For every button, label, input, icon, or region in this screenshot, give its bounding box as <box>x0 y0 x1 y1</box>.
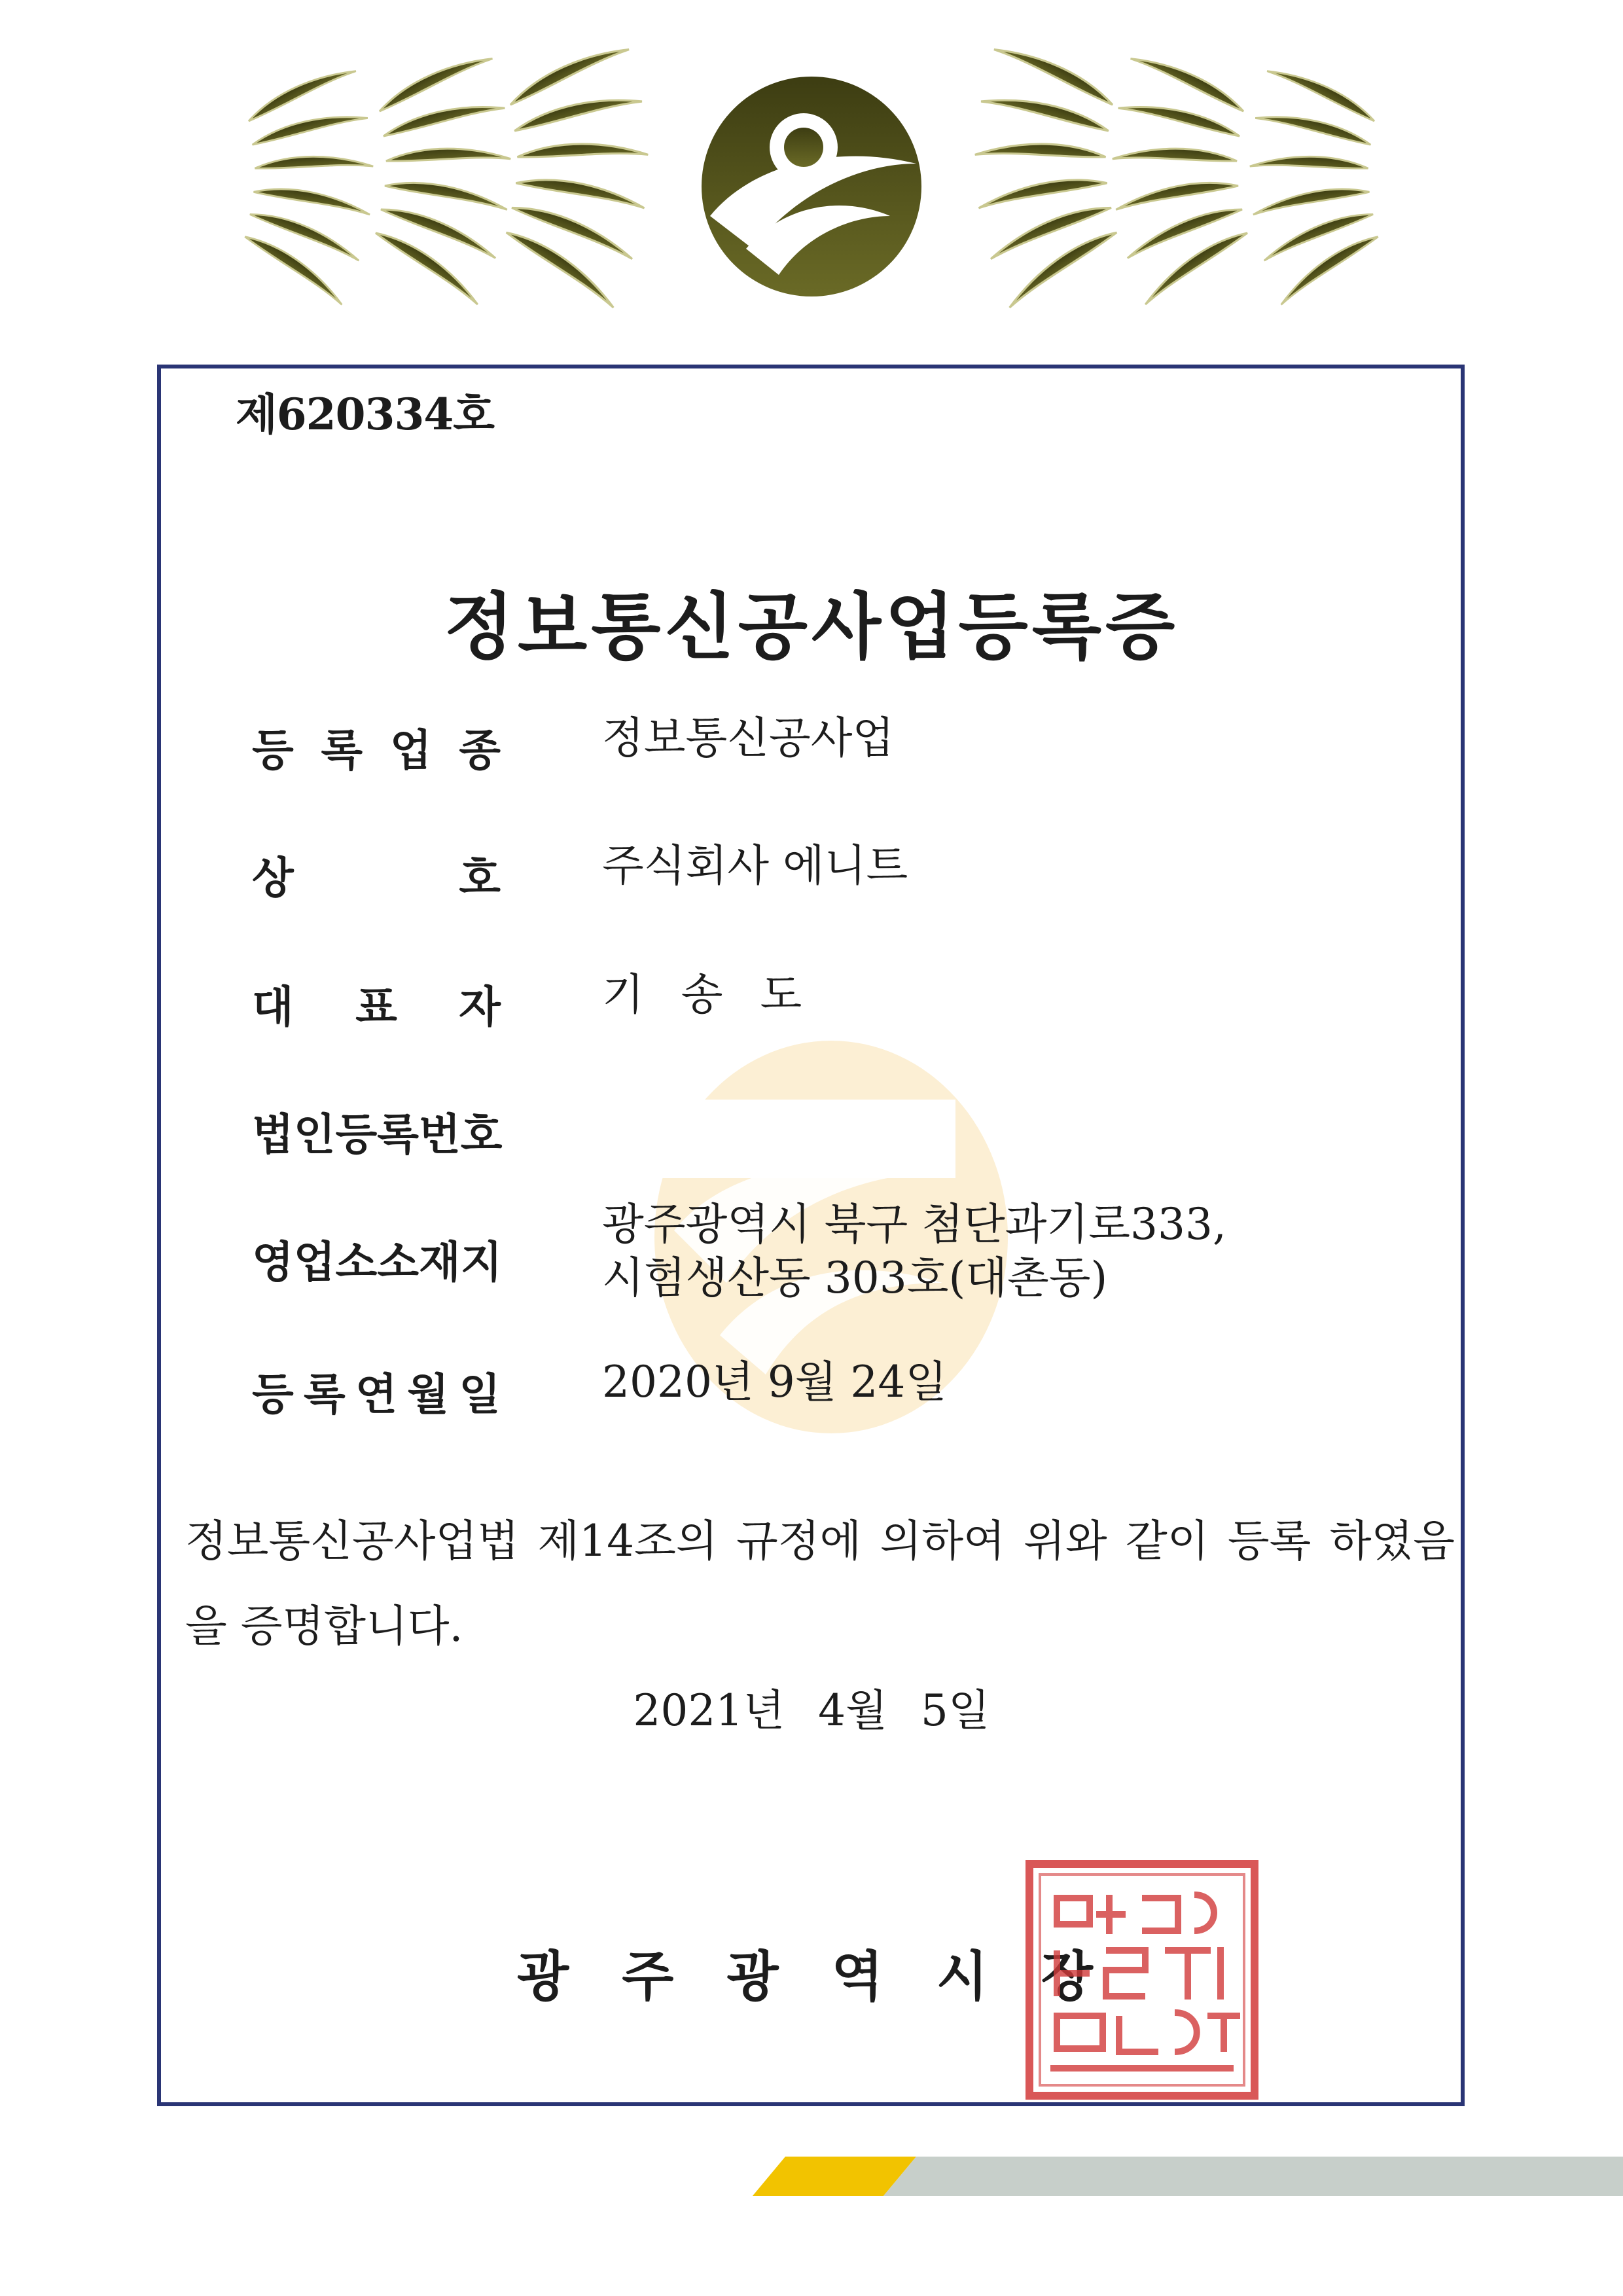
issuer-name: 광 주 광 역 시 장 <box>517 1946 1093 2008</box>
field-value-representative: 기 송 도 <box>602 969 814 1020</box>
address-line-2: 시험생산동 303호(대촌동) <box>602 1253 1108 1303</box>
field-label-business-type: 등 록 업 종 <box>252 725 501 776</box>
redacted-registration-number <box>654 1100 955 1178</box>
emblem-top <box>0 0 1623 327</box>
field-label-company-name: 상 호 <box>252 853 501 903</box>
city-logo-icon <box>702 77 921 296</box>
address-line-1: 광주광역시 북구 첨단과기로333, <box>602 1199 1226 1249</box>
leaf-spray-left-3-icon <box>503 35 648 308</box>
certification-statement: 정보통신공사업법 제14조의 규정에 의하여 위와 같이 등록 하였음을 증명합니다. <box>185 1516 1455 1651</box>
field-value-business-type: 정보통신공사업 <box>602 713 895 763</box>
certificate-title: 정보통신공사업등록증 <box>444 584 1179 669</box>
official-seal-icon <box>1024 1859 1260 2101</box>
leaf-spray-right-3-icon <box>1250 58 1382 304</box>
field-value-registration-date: 2020년 9월 24일 <box>602 1357 948 1407</box>
leaf-spray-left-1-icon <box>241 58 373 304</box>
field-value-company-name: 주식회사 에니트 <box>602 840 908 891</box>
leaf-spray-left-2-icon <box>372 45 511 304</box>
field-label-corporate-registration-number: 법인등록번호 <box>252 1109 503 1160</box>
field-label-representative: 대 표 자 <box>252 982 501 1032</box>
leaf-spray-right-1-icon <box>975 35 1120 308</box>
issue-date: 2021년 4월 5일 <box>633 1685 990 1736</box>
field-value-business-address <box>602 1198 1226 1305</box>
leaf-spray-right-2-icon <box>1113 45 1251 304</box>
field-label-business-address: 영업소소재지 <box>252 1237 503 1287</box>
field-label-registration-date: 등 록 연 월 일 <box>252 1369 501 1420</box>
bottom-decorative-stripe <box>746 2157 1623 2196</box>
certificate-number: 제620334호 <box>236 389 495 440</box>
